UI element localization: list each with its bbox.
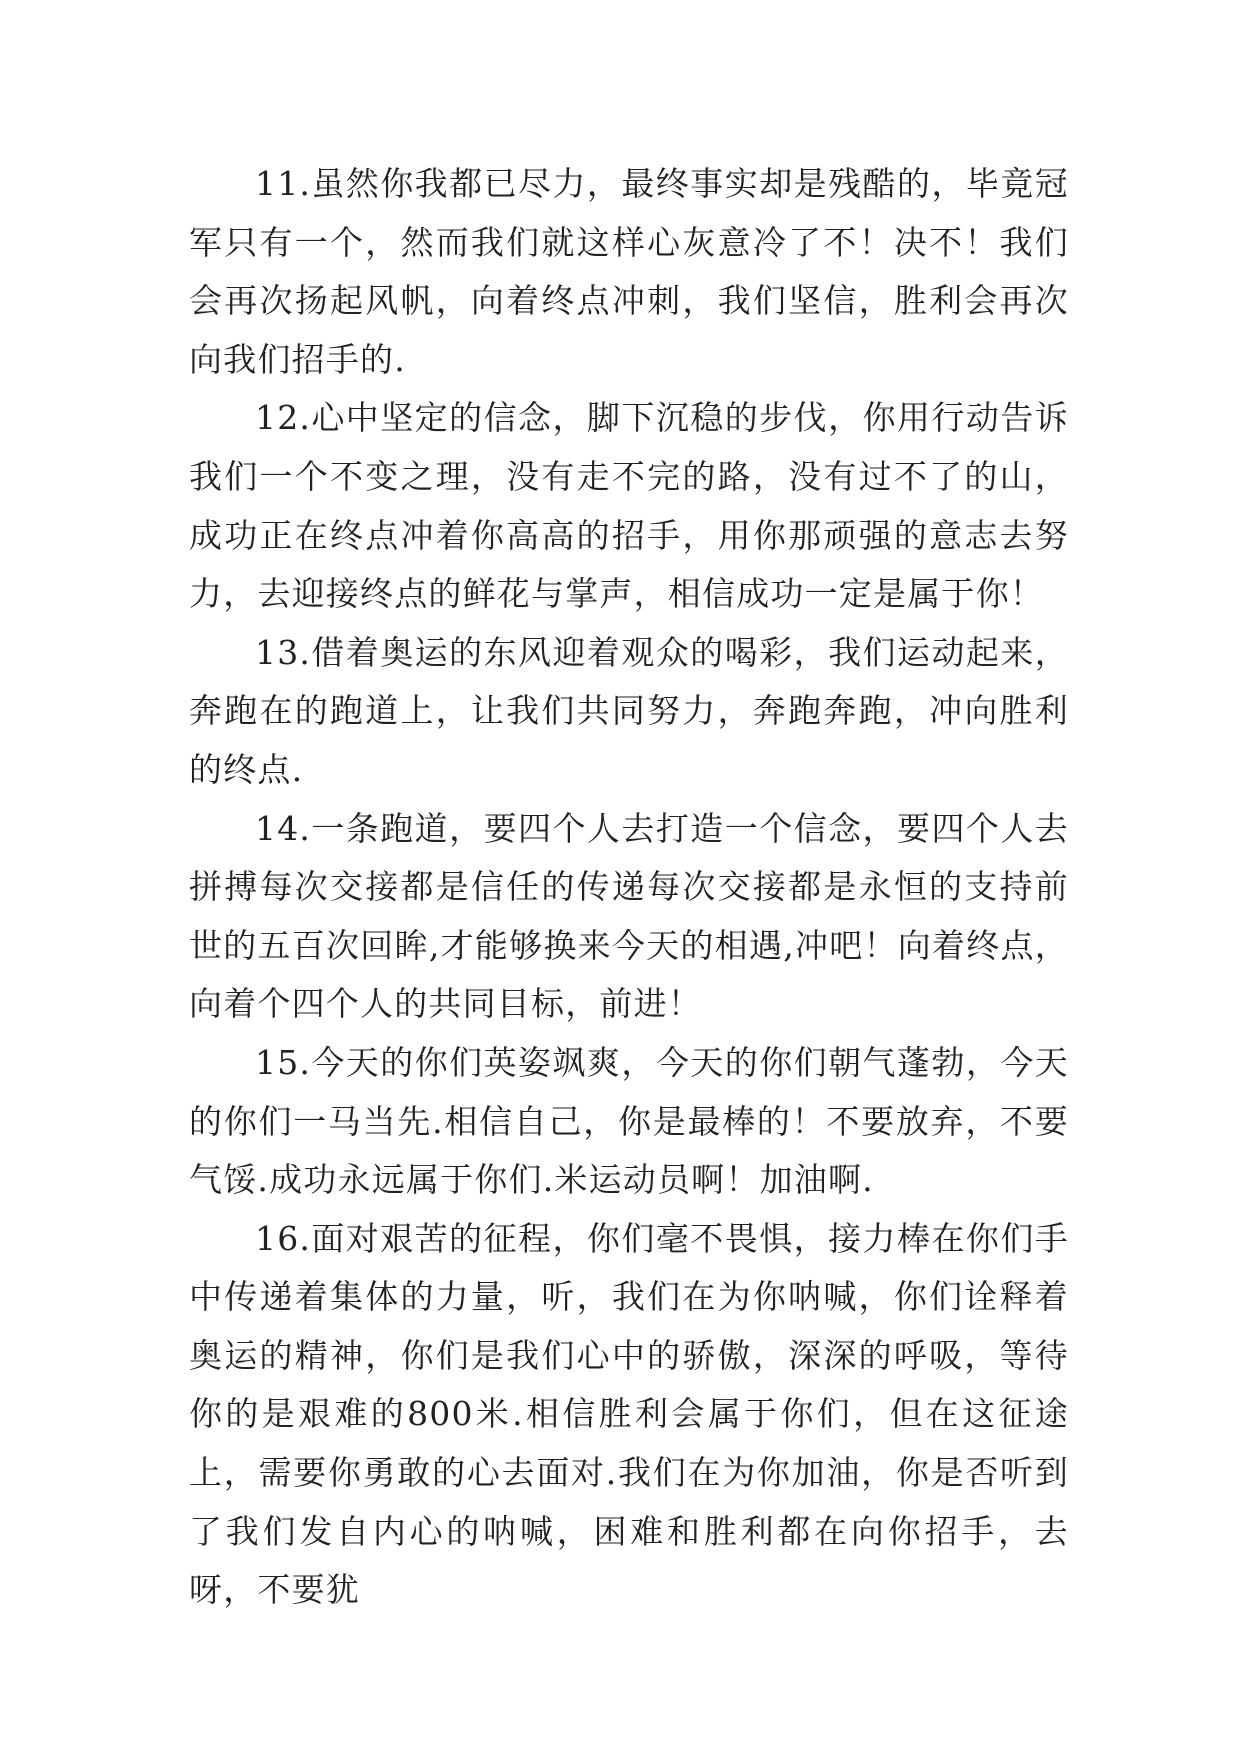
paragraph-16: 16.面对艰苦的征程，你们毫不畏惧，接力棒在你们手中传递着集体的力量，听，我们在为你呐喊，你们诠释着奥运的精神，你们是我们心中的骄傲，深深的呼吸，等待你的是艰难的800米.相信胜利会属于你们，但在这征途上，需要你勇敢的心去面对.我们在为你加油，你是否听到了我们发自内心的呐喊，困难和胜利都在向你招手，去呀，不要犹 — [189, 1218, 1069, 1610]
paragraph-12: 12.心中坚定的信念，脚下沉稳的步伐，你用行动告诉我们一个不变之理，没有走不完的路，没有过不了的山，成功正在终点冲着你高高的招手，用你那顽强的意志去努力，去迎接终点的鲜花与掌声，相信成功一定是属于你！ — [189, 398, 1069, 614]
paragraph-11: 11.虽然你我都已尽力，最终事实却是残酷的，毕竟冠军只有一个，然而我们就这样心灰意冷了不！决不！我们会再次扬起风帆，向着终点冲刺，我们坚信，胜利会再次向我们招手的. — [189, 164, 1069, 379]
paragraph-14: 14.一条跑道，要四个人去打造一个信念，要四个人去拼搏每次交接都是信任的传递每次交接都是永恒的支持前世的五百次回眸,才能够换来今天的相遇,冲吧！向着终点，向着个四个人的共同目标，前进！ — [189, 808, 1069, 1024]
paragraph-13: 13.借着奥运的东风迎着观众的喝彩，我们运动起来，奔跑在的跑道上，让我们共同努力，奔跑奔跑，冲向胜利的终点. — [189, 632, 1069, 789]
document-body — [189, 155, 1069, 1620]
paragraph-15: 15.今天的你们英姿飒爽，今天的你们朝气蓬勃，今天的你们一马当先.相信自己，你是最棒的！不要放弃，不要气馁.成功永远属于你们.米运动员啊！加油啊. — [189, 1042, 1069, 1200]
